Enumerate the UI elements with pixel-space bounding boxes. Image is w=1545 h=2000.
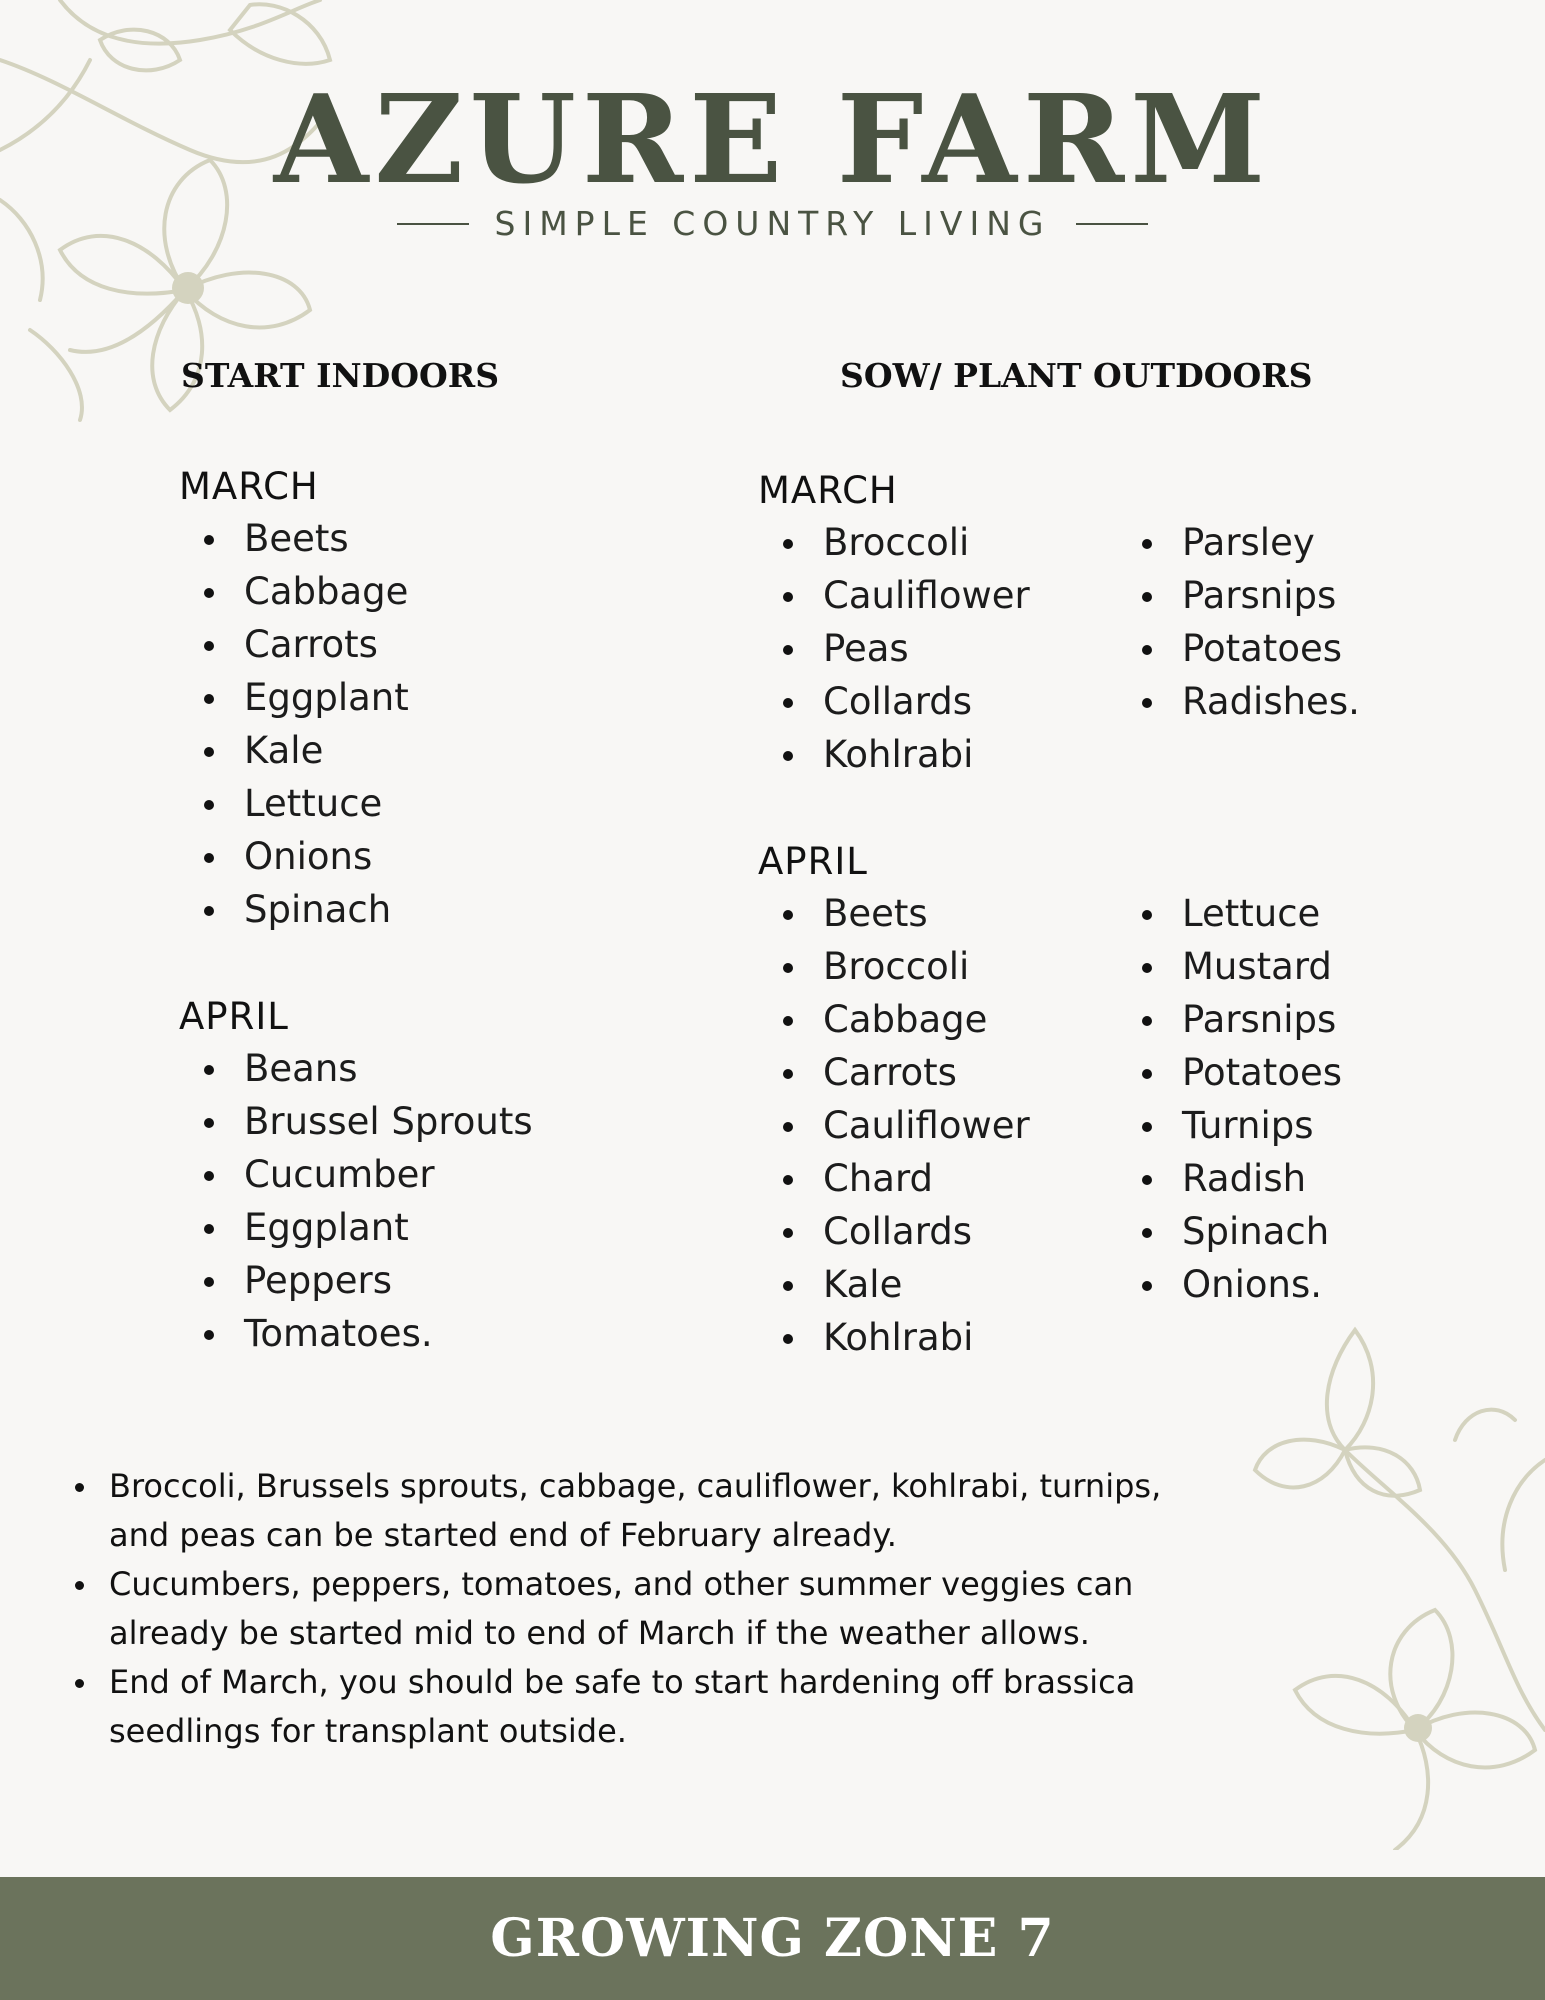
list-item: Peppers	[179, 1254, 533, 1307]
list-item: Beets	[758, 887, 1030, 940]
subtitle-rule-left	[397, 223, 469, 225]
list-item: Brussel Sprouts	[179, 1095, 533, 1148]
list-item: Carrots	[758, 1046, 1030, 1099]
list-item: Radish	[1117, 1152, 1342, 1205]
list-item: Cucumber	[179, 1148, 533, 1201]
outdoors-march-list-2	[1117, 516, 1360, 728]
list-item: Cabbage	[758, 993, 1030, 1046]
list-item: Turnips	[1117, 1099, 1342, 1152]
footer-banner	[0, 1877, 1545, 2000]
note-item: Cucumbers, peppers, tomatoes, and other summer veggies can already be started mid to end of March if the weather allows.	[70, 1560, 1200, 1658]
list-item: Lettuce	[179, 777, 409, 830]
list-item: Beets	[179, 512, 409, 565]
list-item: Radishes.	[1117, 675, 1360, 728]
outdoors-april-list-1	[758, 887, 1030, 1364]
floral-illustration-bottom-right	[1215, 1310, 1545, 1850]
note-item: Broccoli, Brussels sprouts, cabbage, cauliflower, kohlrabi, turnips, and peas can be started end of February already.	[70, 1462, 1200, 1560]
subtitle-rule-right	[1076, 223, 1148, 225]
list-item: Peas	[758, 622, 1030, 675]
list-item: Potatoes	[1117, 622, 1360, 675]
list-item: Chard	[758, 1152, 1030, 1205]
list-item: Parsnips	[1117, 569, 1360, 622]
note-item: End of March, you should be safe to start hardening off brassica seedlings for transplant outside.	[70, 1658, 1200, 1756]
list-item: Onions	[179, 830, 409, 883]
list-item: Spinach	[1117, 1205, 1342, 1258]
list-item: Cauliflower	[758, 569, 1030, 622]
list-item: Potatoes	[1117, 1046, 1342, 1099]
list-item: Cabbage	[179, 565, 409, 618]
list-item: Beans	[179, 1042, 533, 1095]
list-item: Kohlrabi	[758, 728, 1030, 781]
list-item: Collards	[758, 675, 1030, 728]
footer-label: GROWING ZONE 7	[490, 1908, 1055, 1969]
list-item: Parsley	[1117, 516, 1360, 569]
brand-subtitle-row	[0, 204, 1545, 243]
notes-list	[70, 1462, 1200, 1756]
indoors-april-list	[179, 1042, 533, 1360]
indoors-march-label: MARCH	[179, 465, 319, 508]
list-item: Eggplant	[179, 671, 409, 724]
indoors-march-list	[179, 512, 409, 936]
outdoors-april-list-2	[1117, 887, 1342, 1311]
outdoors-march-label: MARCH	[758, 469, 898, 512]
outdoors-april-label: APRIL	[758, 840, 868, 883]
list-item: Carrots	[179, 618, 409, 671]
brand-subtitle: SIMPLE COUNTRY LIVING	[494, 204, 1051, 243]
list-item: Kale	[758, 1258, 1030, 1311]
list-item: Kale	[179, 724, 409, 777]
list-item: Broccoli	[758, 516, 1030, 569]
outdoors-march-list-1	[758, 516, 1030, 781]
list-item: Broccoli	[758, 940, 1030, 993]
start-indoors-heading: START INDOORS	[181, 356, 500, 395]
list-item: Spinach	[179, 883, 409, 936]
indoors-april-label: APRIL	[179, 995, 289, 1038]
brand-title: AZURE FARM	[273, 67, 1272, 211]
list-item: Collards	[758, 1205, 1030, 1258]
sow-plant-outdoors-heading: SOW/ PLANT OUTDOORS	[840, 356, 1313, 395]
list-item: Tomatoes.	[179, 1307, 533, 1360]
list-item: Parsnips	[1117, 993, 1342, 1046]
list-item: Lettuce	[1117, 887, 1342, 940]
list-item: Onions.	[1117, 1258, 1342, 1311]
list-item: Kohlrabi	[758, 1311, 1030, 1364]
list-item: Mustard	[1117, 940, 1342, 993]
list-item: Eggplant	[179, 1201, 533, 1254]
list-item: Cauliflower	[758, 1099, 1030, 1152]
